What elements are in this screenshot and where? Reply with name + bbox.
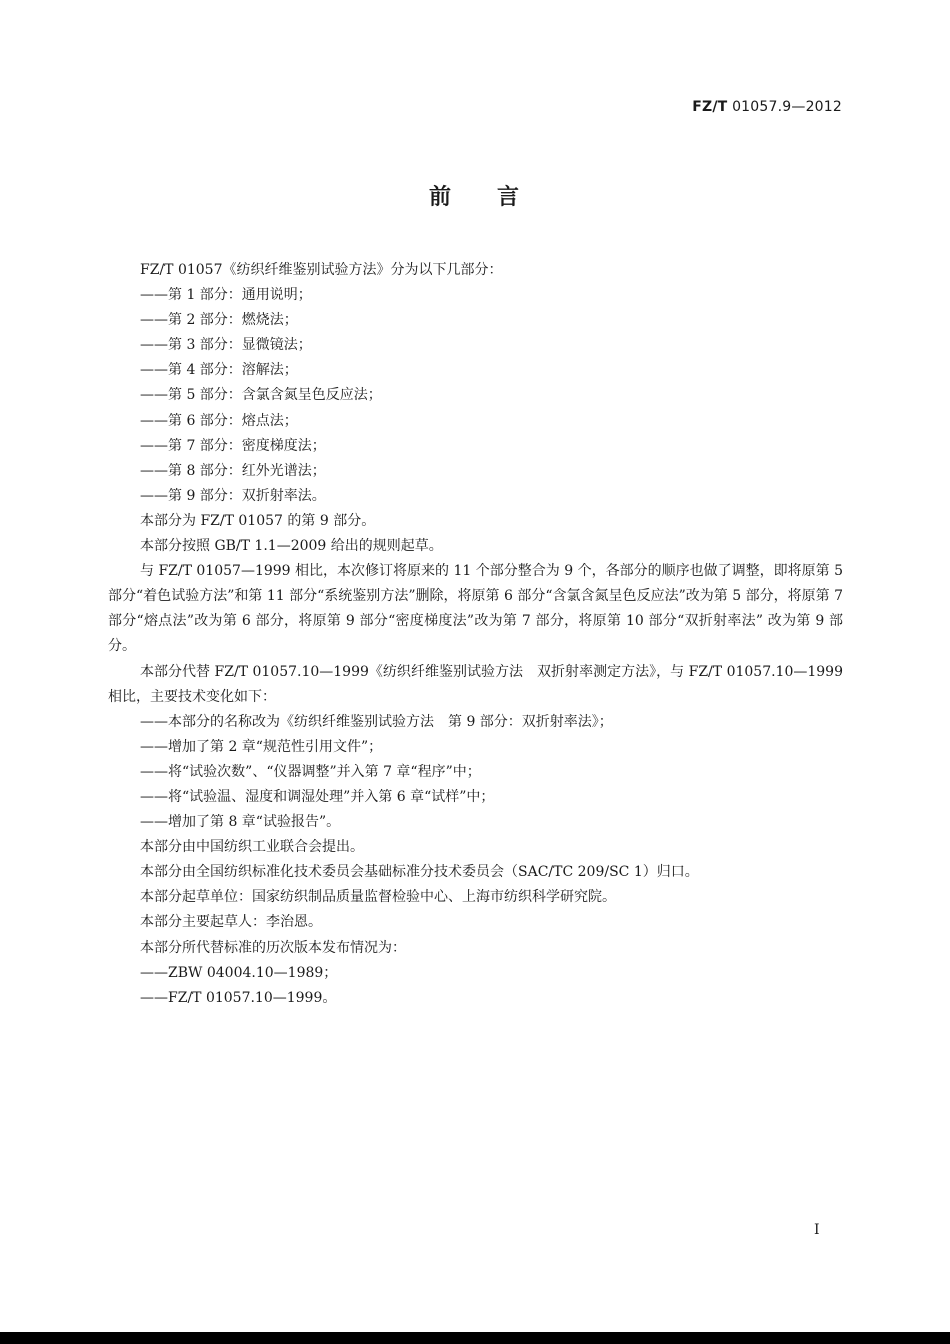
part-list-item: ——第 3 部分：显微镜法； (140, 337, 312, 354)
title-char-2: 言 (497, 185, 522, 210)
revision-paragraph: 与 FZ/T 01057—1999 相比，本次修订将原来的 11 个部分整合为 9 个，各部分的顺序也做了调整，即将原第 5 部分“着色试验方法”和第 11 部分“系统鉴别方法”删除，将原第 6 部分“含氯含氮呈色反应法”改为第 5 部分，将原第 7 部分“熔点法”改为第 6 部分，将原第 9 部分“密度梯度法”改为第 7 部分，将原第 10 部分“双折射率法” 改为第 9 部分。 (108, 563, 843, 655)
paragraph: 本部分按照 GB/T 1.1—2009 给出的规则起草。 (140, 538, 443, 555)
change-list-item: ——增加了第 2 章“规范性引用文件”； (140, 738, 383, 755)
part-list-item: ——第 2 部分：燃烧法； (140, 312, 298, 329)
paragraph: 本部分所代替标准的历次版本发布情况为： (140, 939, 406, 956)
paragraph: 本部分由全国纺织标准化技术委员会基础标准分技术委员会（SAC/TC 209/SC 1）归口。 (140, 864, 699, 881)
change-list-item: ——将“试验温、湿度和调湿处理”并入第 6 章“试样”中； (140, 788, 495, 805)
part-list-item: ——第 9 部分：双折射率法。 (140, 487, 326, 504)
change-list-item: ——本部分的名称改为《纺织纤维鉴别试验方法 第 9 部分：双折射率法》； (140, 713, 613, 730)
paragraph: 本部分由中国纺织工业联合会提出。 (140, 839, 364, 856)
part-list-item: ——第 1 部分：通用说明； (140, 287, 312, 304)
part-list-item: ——第 5 部分：含氯含氮呈色反应法； (140, 387, 382, 404)
foreword-body (108, 258, 843, 1011)
change-list-item: ——将“试验次数”、“仪器调整”并入第 7 章“程序”中； (140, 763, 481, 780)
part-list-item: ——第 7 部分：密度梯度法； (140, 437, 326, 454)
part-list-item: ——第 6 部分：熔点法； (140, 412, 298, 429)
standard-code-prefix: FZ/T (692, 99, 728, 115)
title-char-1: 前 (428, 185, 453, 210)
paragraph: 本部分起草单位：国家纺织制品质量监督检验中心、上海市纺织科学研究院。 (140, 889, 616, 906)
part-list-item: ——第 4 部分：溶解法； (140, 362, 298, 379)
paragraph: 本部分为 FZ/T 01057 的第 9 部分。 (140, 512, 376, 529)
intro-paragraph: FZ/T 01057《纺织纤维鉴别试验方法》分为以下几部分： (140, 262, 503, 278)
history-list-item: ——FZ/T 01057.10—1999。 (140, 989, 337, 1006)
change-list-item: ——增加了第 8 章“试验报告”。 (140, 814, 341, 831)
part-list-item: ——第 8 部分：红外光谱法； (140, 462, 326, 479)
paragraph: 本部分主要起草人：李治恩。 (140, 914, 322, 931)
replacement-paragraph: 本部分代替 FZ/T 01057.10—1999《纺织纤维鉴别试验方法 双折射率测定方法》，与 FZ/T 01057.10—1999相比，主要技术变化如下： (108, 663, 843, 705)
page-title (0, 180, 950, 211)
standard-code-header (692, 99, 842, 115)
history-list-item: ——ZBW 04004.10—1989； (140, 964, 338, 981)
standard-code-number: 01057.9—2012 (727, 99, 842, 115)
page-number: I (814, 1222, 820, 1238)
bottom-edge-bar (0, 1332, 950, 1344)
